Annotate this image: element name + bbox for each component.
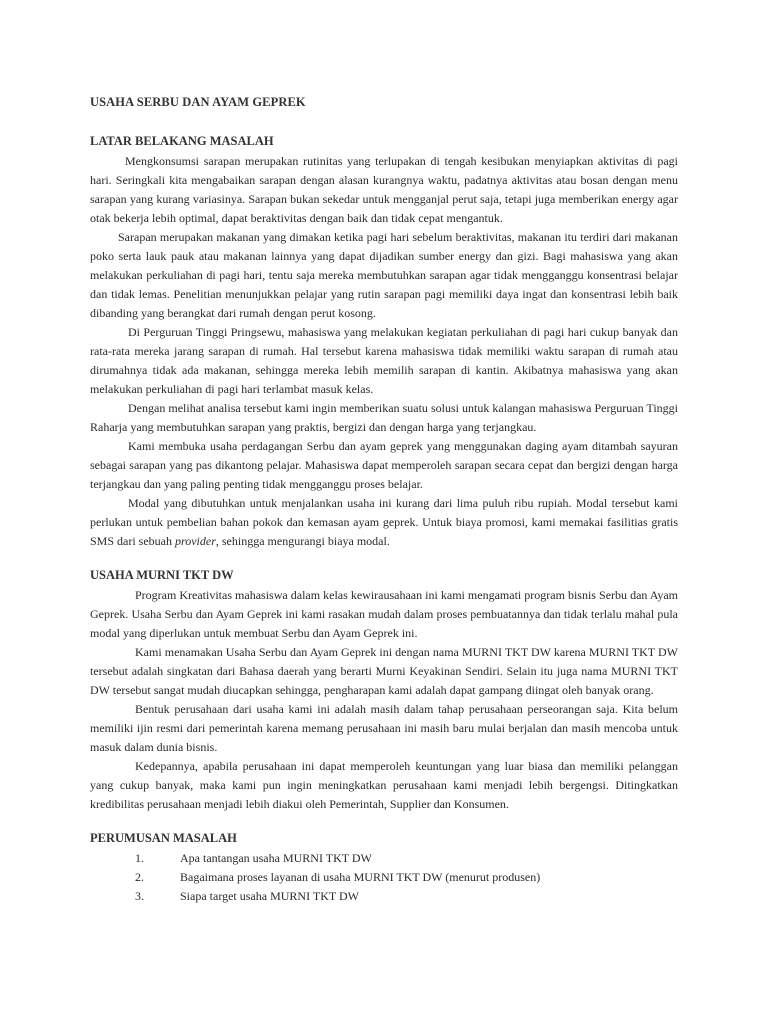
paragraph: Di Perguruan Tinggi Pringsewu, mahasiswa yang melakukan kegiatan perkuliahan di pagi hari cukup banyak dan rata-rata mereka jarang sarapan di rumah. Hal tersebut karena mahasiswa tidak memiliki waktu sarapan di rumah atau dirumahnya tidak ada makanan, sehingga mereka lebih memilih sarapan di kantin. Akibatnya mahasiswa yang akan melakukan perkuliahan di pagi hari terlambat masuk kelas. [90, 325, 678, 396]
section-heading-usaha-murni: USAHA MURNI TKT DW [90, 568, 234, 582]
paragraph [90, 494, 678, 551]
list-item [90, 868, 678, 887]
paragraph: Dengan melihat analisa tersebut kami ingin memberikan suatu solusi untuk kalangan mahasiswa Perguruan Tinggi Raharja yang membutuhkan sarapan yang praktis, bergizi dan dengan harga yang terjangkau. [90, 401, 678, 434]
list-item [90, 849, 678, 868]
paragraph-text: Modal yang dibutuhkan untuk menjalankan usaha ini kurang dari lima puluh ribu rupiah. Modal tersebut kami perlukan untuk pembelian bahan pokok dan kemasan ayam geprek. Untuk biaya promosi, kami memakai fasilitias gratis SMS dari sebuah [90, 496, 678, 548]
paragraph: Kami menamakan Usaha Serbu dan Ayam Geprek ini dengan nama MURNI TKT DW karena MURNI TKT DW tersebut adalah singkatan dari Bahasa daerah yang berarti Murni Keyakinan Sendiri. Selain itu juga nama MURNI TKT DW tersebut sangat mudah diucapkan sehingga, pengharapan kami adalah dapat gampang diingat oleh banyak orang. [90, 645, 678, 697]
list-text: Apa tantangan usaha MURNI TKT DW [180, 851, 372, 865]
list-text: Siapa target usaha MURNI TKT DW [180, 889, 359, 903]
paragraph: Mengkonsumsi sarapan merupakan rutinitas yang terlupakan di tengah kesibukan menyiapkan aktivitas di pagi hari. Seringkali kita mengabaikan sarapan dengan alasan kurangnya waktu, padatnya aktivitas atau bosan dengan menu sarapan yang kurang variasinya. Sarapan bukan sekedar untuk mengganjal perut saja, tetapi juga memberikan energy agar otak bekerja lebih optimal, dapat beraktivitas dengan baik dan tidak cepat mengantuk. [90, 154, 678, 225]
list-number: 2. [135, 870, 144, 884]
italic-term: provider [175, 534, 216, 548]
paragraph: Program Kreativitas mahasiswa dalam kelas kewirausahaan ini kami mengamati program bisnis Serbu dan Ayam Geprek. Usaha Serbu dan Ayam Geprek ini kami rasakan mudah dalam proses pembuatannya dan tidak terlalu mahal pula modal yang diperlukan untuk membuat Serbu dan Ayam Geprek ini. [90, 588, 678, 640]
section-heading-perumusan-masalah: PERUMUSAN MASALAH [90, 831, 237, 845]
paragraph: Kedepannya, apabila perusahaan ini dapat memperoleh keuntungan yang luar biasa dan memiliki pelanggan yang cukup banyak, maka kami pun ingin meningkatkan perusahaan kami menjadi lebih bergengsi. Ditingkatkan kredibilitas perusahaan menjadi lebih diakui oleh Pemerintah, Supplier dan Konsumen. [90, 759, 678, 811]
list-number: 1. [135, 851, 144, 865]
paragraph-text-tail: , sehingga mengurangi biaya modal. [215, 534, 390, 548]
document-title: USAHA SERBU DAN AYAM GEPREK [90, 95, 306, 109]
paragraph: Sarapan merupakan makanan yang dimakan ketika pagi hari sebelum beraktivitas, makanan itu terdiri dari makanan poko serta lauk pauk atau makanan lainnya yang dapat dijadikan sumber energy dan gizi. Bagi mahasiswa yang akan melakukan perkuliahan di pagi hari, tentu saja mereka membutuhkan sarapan agar tidak mengganggu konsentrasi belajar dan tidak lemas. Penelitian menunjukkan pelajar yang rutin sarapan pagi memiliki daya ingat dan konsentrasi lebih baik dibanding yang berangkat dari rumah dengan perut kosong. [90, 230, 678, 320]
list-item [90, 887, 678, 906]
problem-list [90, 849, 678, 906]
section-heading-latar-belakang: LATAR BELAKANG MASALAH [90, 134, 274, 148]
paragraph: Kami membuka usaha perdagangan Serbu dan ayam geprek yang menggunakan daging ayam ditambah sayuran sebagai sarapan yang pas dikantong pelajar. Mahasiswa dapat memperoleh sarapan secara cepat dan bergizi dengan harga terjangkau dan yang paling penting tidak mengganggu proses belajar. [90, 439, 678, 491]
list-number: 3. [135, 889, 144, 903]
paragraph: Bentuk perusahaan dari usaha kami ini adalah masih dalam tahap perusahaan perseorangan saja. Kita belum memiliki ijin resmi dari pemerintah karena memang perusahaan ini masih baru mulai berjalan dan masih mencoba untuk masuk dalam dunia bisnis. [90, 702, 678, 754]
list-text: Bagaimana proses layanan di usaha MURNI TKT DW (menurut produsen) [180, 870, 541, 884]
